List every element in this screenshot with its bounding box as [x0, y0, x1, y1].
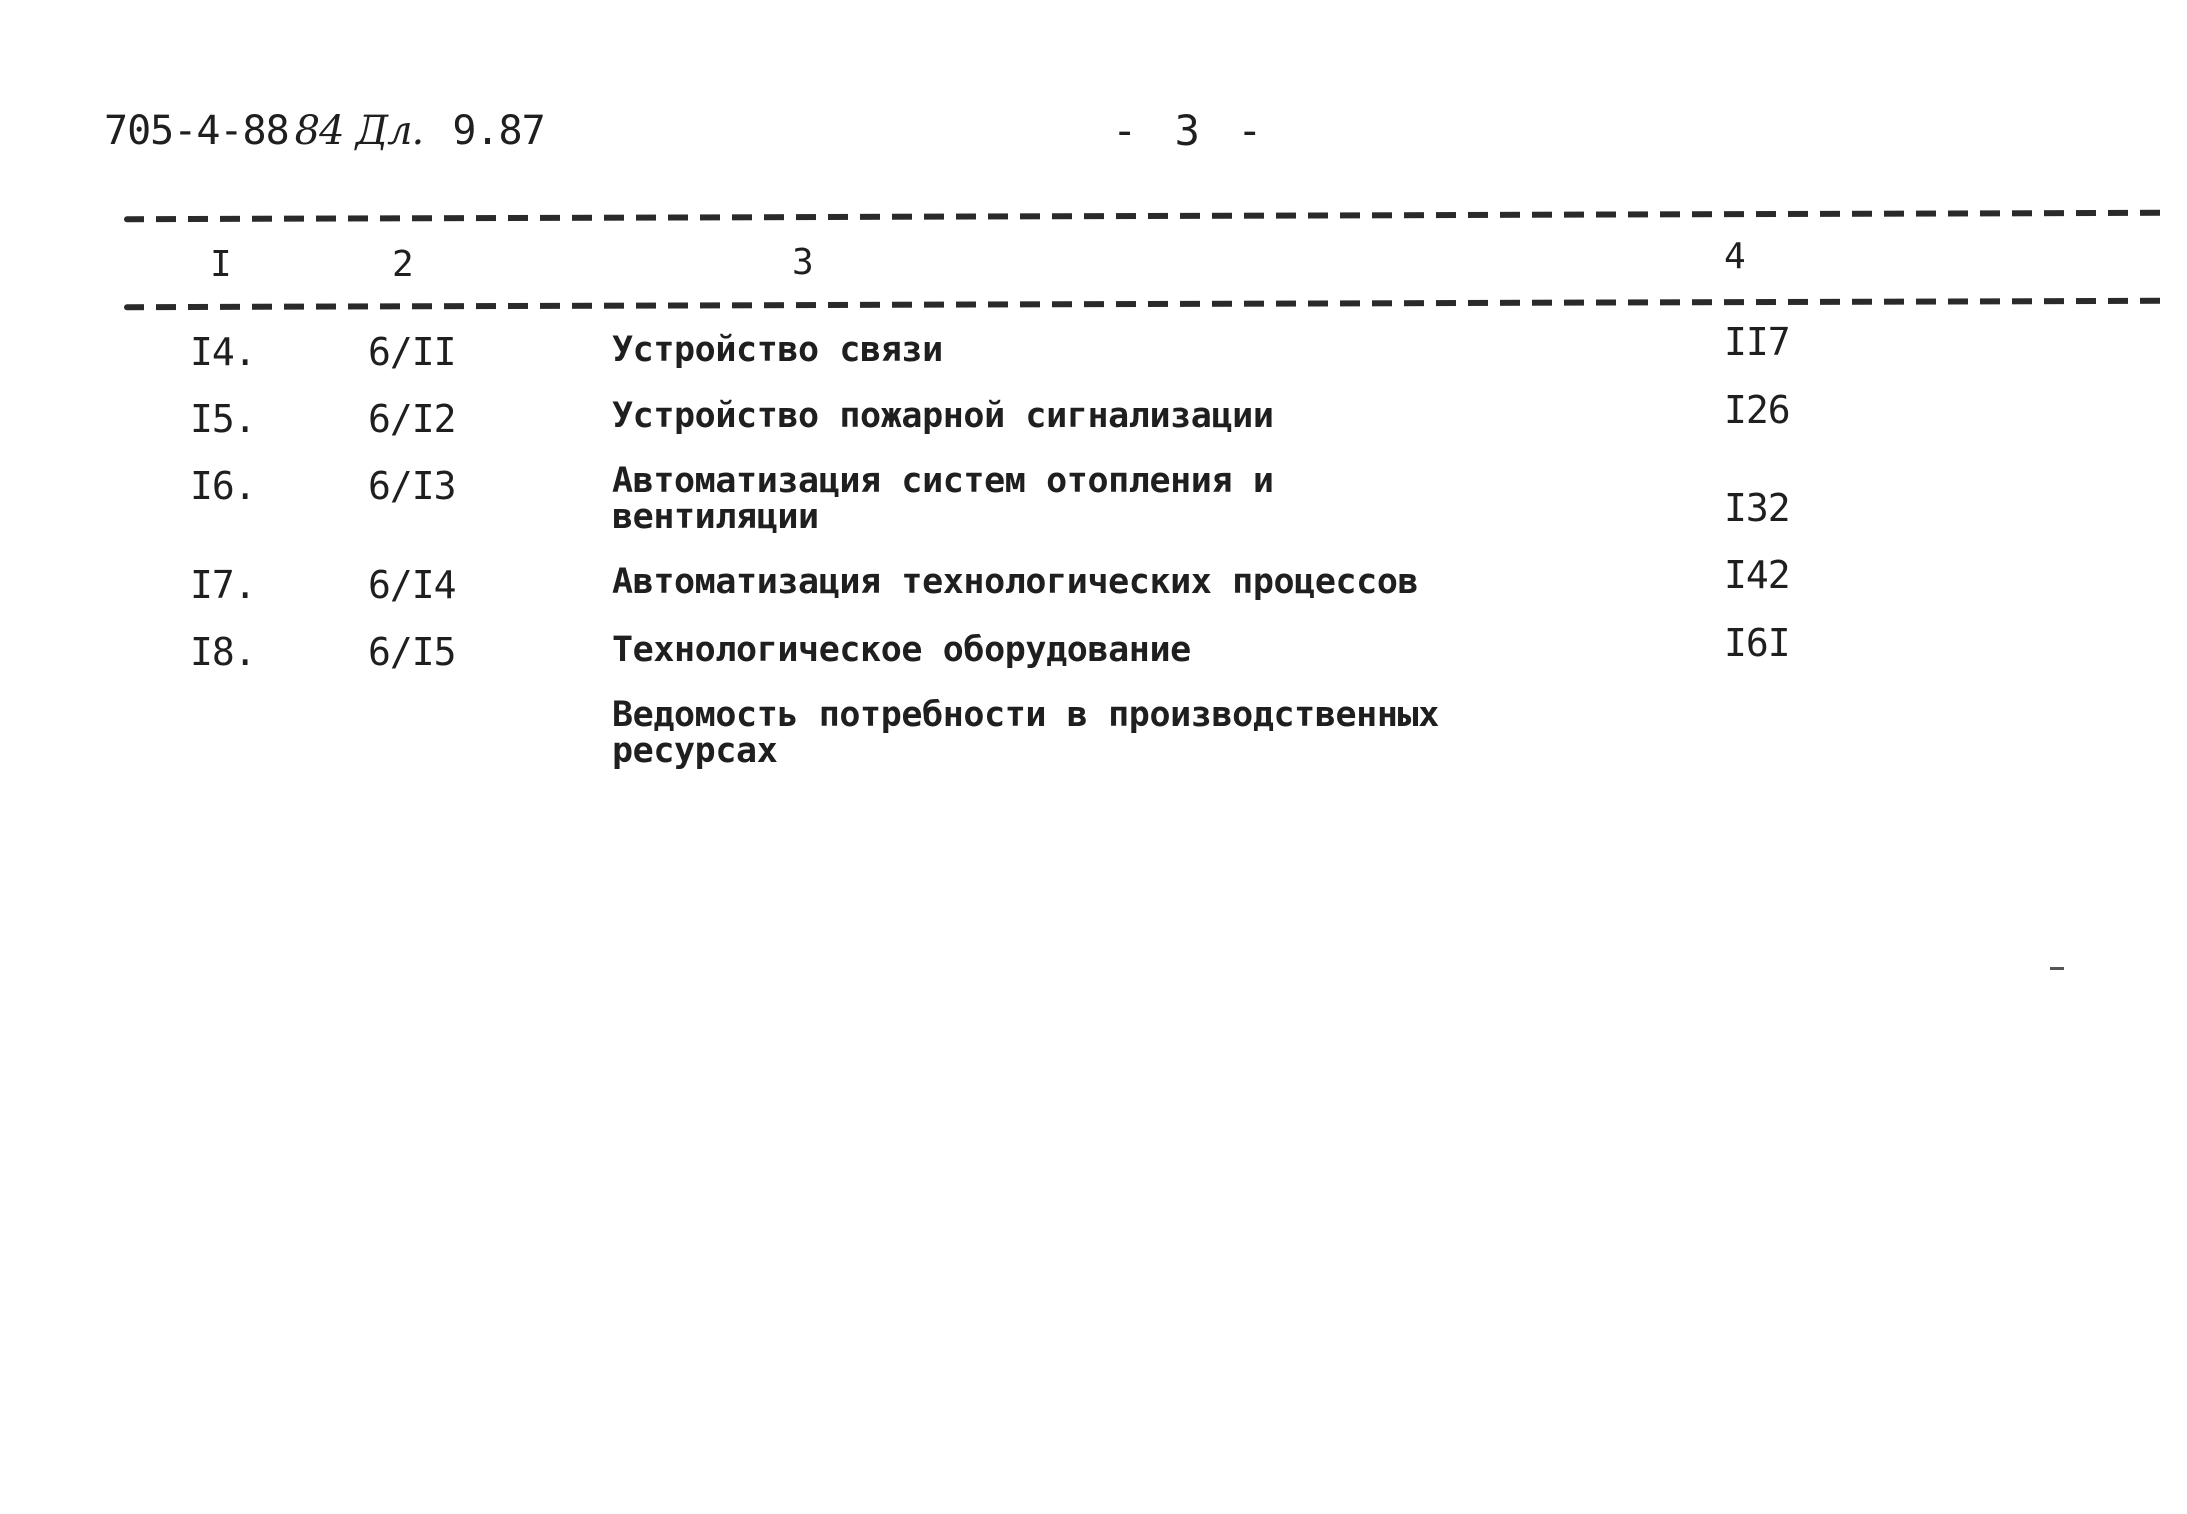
document-date: 9.87	[452, 108, 545, 154]
page-number: - 3 -	[1112, 106, 1269, 155]
row-reference: 6/I4	[368, 563, 456, 607]
row-reference: 6/I2	[368, 397, 456, 441]
column-header-2: 2	[392, 244, 414, 285]
scan-mark	[2050, 967, 2064, 970]
column-header-3: 3	[792, 242, 814, 283]
row-title: Устройство связи	[612, 330, 943, 370]
row-page: II7	[1724, 320, 1790, 364]
row-page: I42	[1724, 553, 1790, 597]
document-code-prefix: 705-4-88	[104, 108, 289, 154]
row-title: Автоматизация технологических процессов	[612, 562, 1419, 602]
row-title: Автоматизация систем отопления и вентиляции	[612, 461, 1274, 537]
row-number: I4.	[190, 330, 256, 374]
row-page: I32	[1724, 486, 1790, 530]
row-title: Технологическое оборудование	[612, 630, 1191, 670]
row-reference: 6/II	[368, 330, 456, 374]
column-header-1: I	[210, 244, 232, 285]
column-header-4: 4	[1724, 236, 1746, 277]
signature: Дл.	[355, 108, 424, 154]
row-number: I7.	[190, 563, 256, 607]
row-number: I5.	[190, 397, 256, 441]
row-reference: 6/I5	[368, 630, 456, 674]
row-page: I6I	[1724, 621, 1790, 665]
row-number: I6.	[190, 464, 256, 508]
table-header-rule	[124, 298, 2164, 310]
document-code	[104, 108, 545, 154]
document-code-handwritten: 84	[294, 108, 344, 154]
row-title: Устройство пожарной сигнализации	[612, 396, 1274, 436]
table-top-rule	[124, 210, 2164, 222]
row-page: I26	[1724, 388, 1790, 432]
row-reference: 6/I3	[368, 464, 456, 508]
row-number: I8.	[190, 630, 256, 674]
row-title: Ведомость потребности в производственных ресурсах	[612, 695, 1439, 771]
